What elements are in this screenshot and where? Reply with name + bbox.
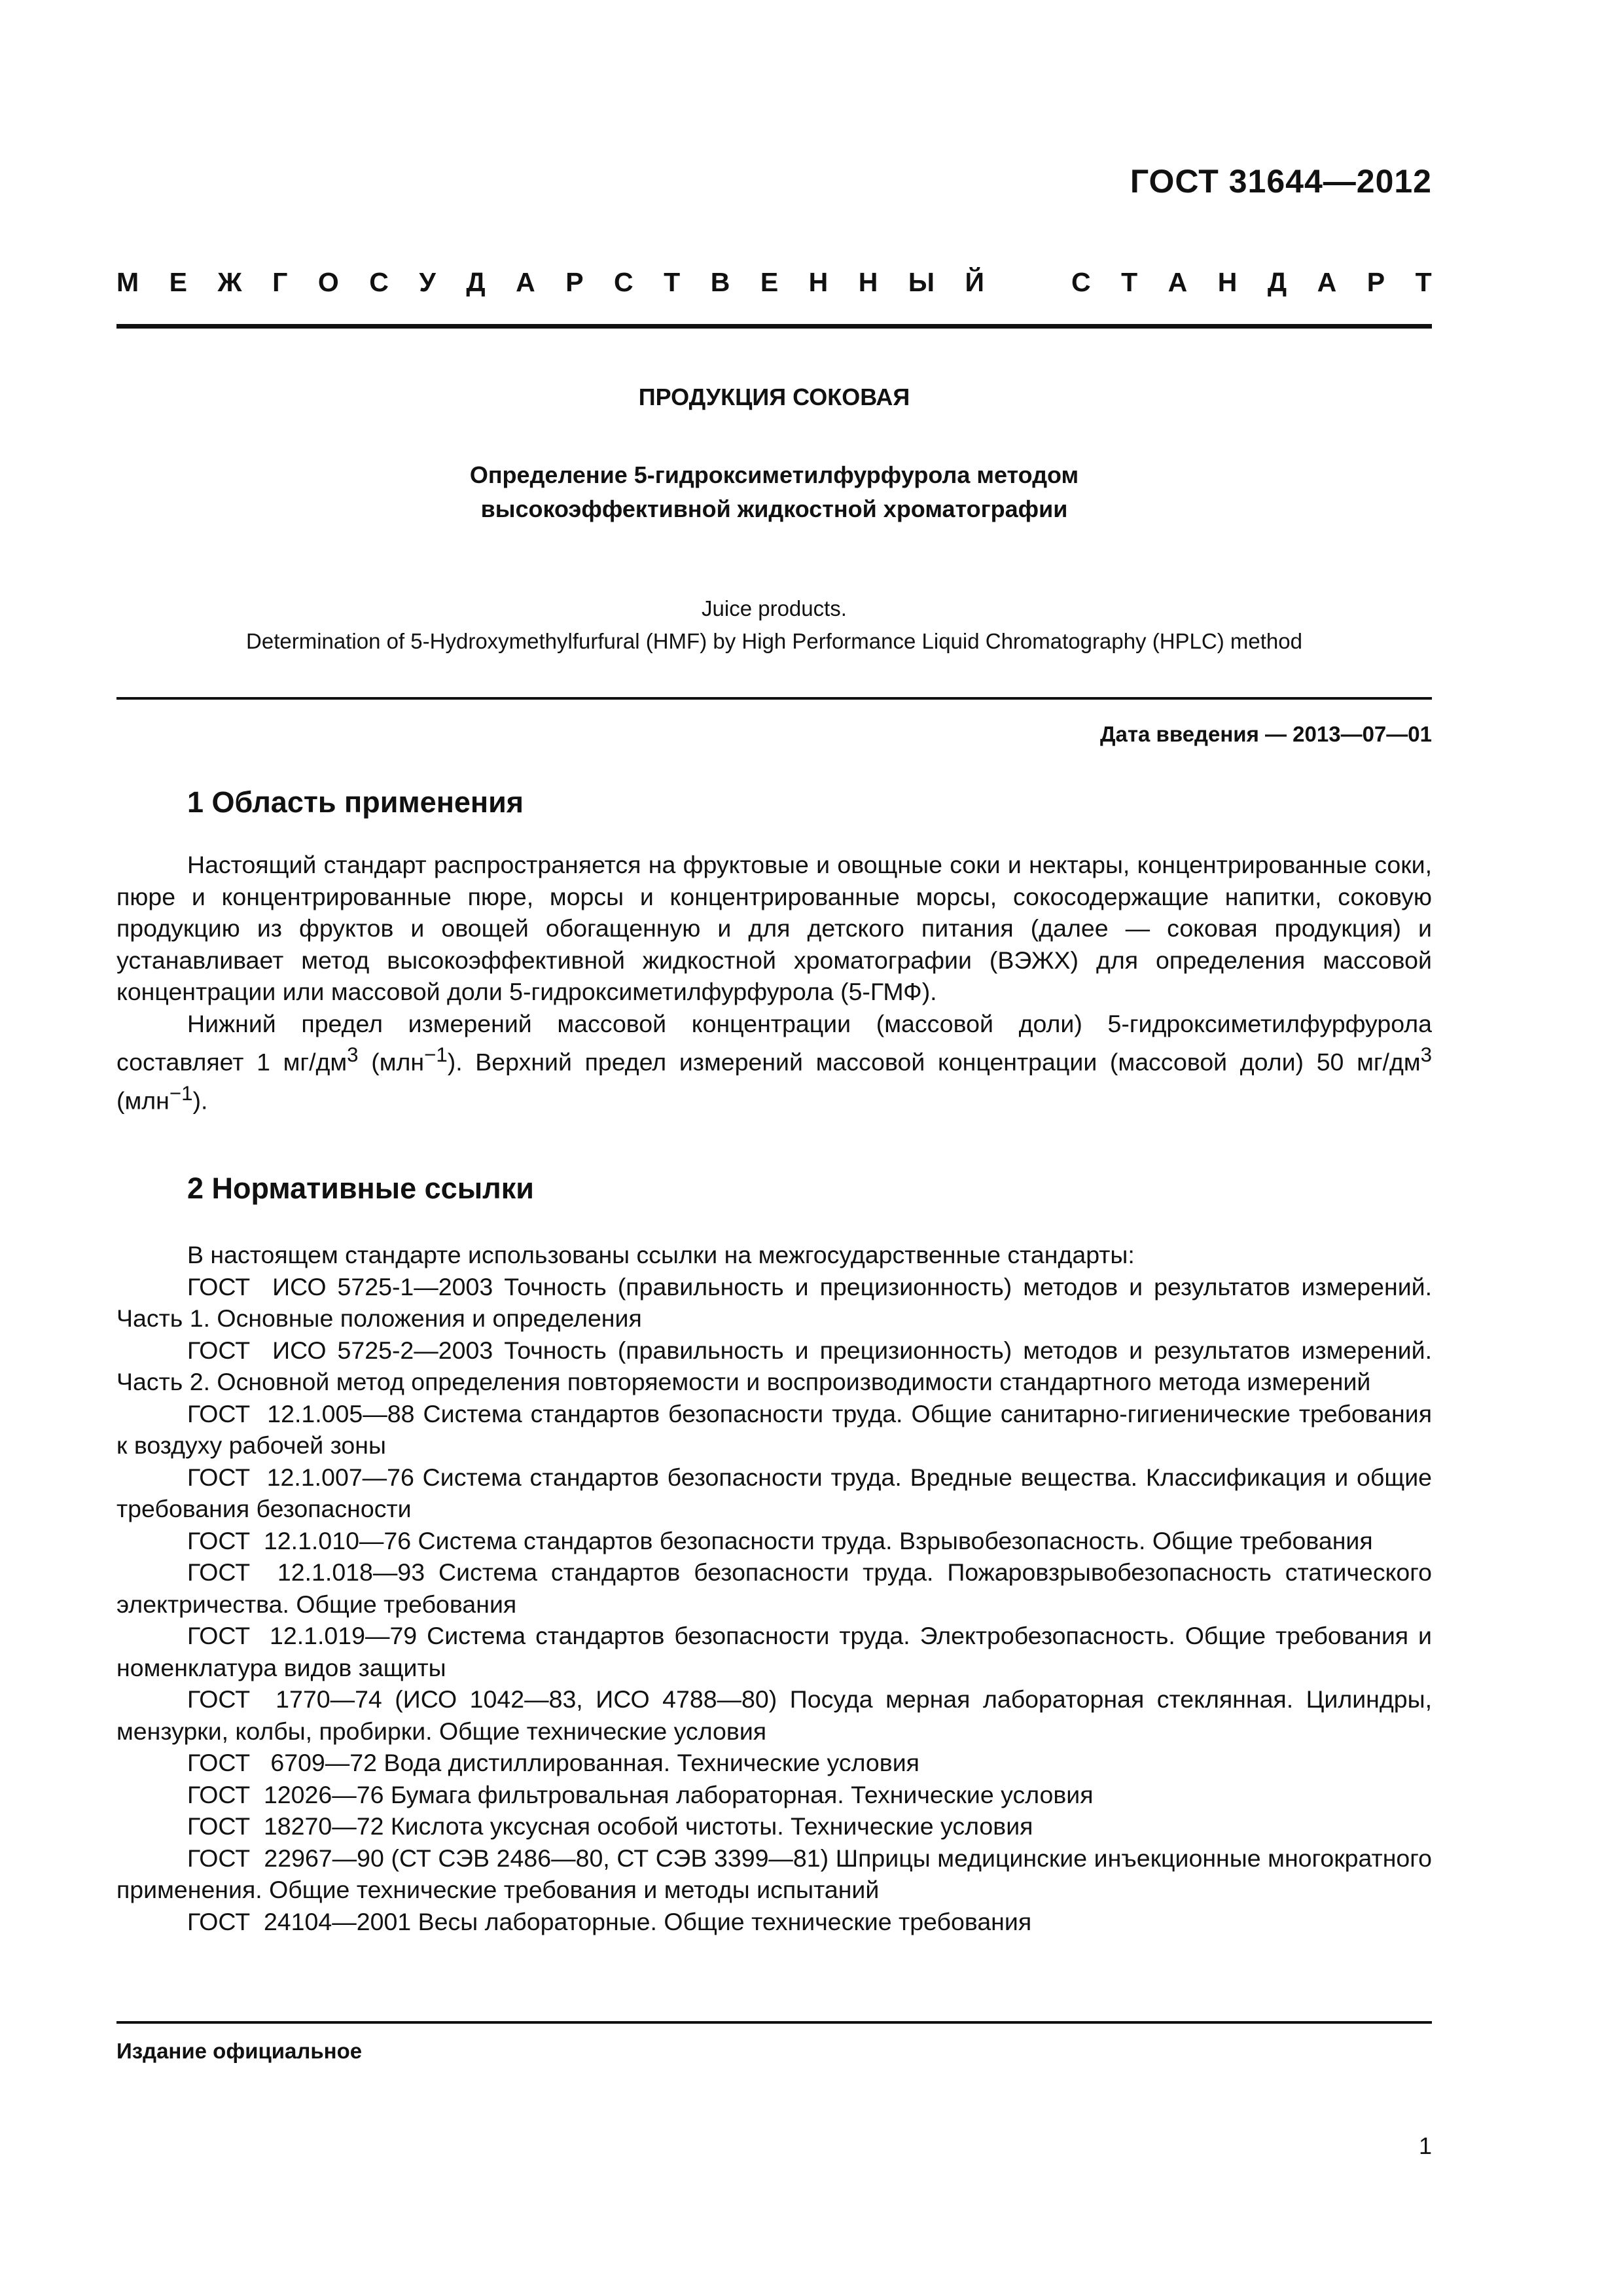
english-title [116,592,1432,658]
banner-letter: Й [965,267,984,297]
reference-item: ГОСТ 12.1.019—79 Система стандартов безопасности труда. Электробезопасность. Общие требования и номенклатура видов защиты [116,1622,1432,1681]
footer-divider [116,2021,1432,2024]
gost-number: ГОСТ 31644—2012 [1130,163,1432,200]
product-title: ПРОДУКЦИЯ СОКОВАЯ [638,384,910,410]
banner-letter: Ы [908,267,935,297]
banner-letter: Ж [217,267,242,297]
section-heading-scope: 1 Область применения [187,785,524,819]
banner-letter: Д [466,267,486,297]
english-title-line: Determination of 5-Hydroxymethylfurfural (HMF) by High Performance Liquid Chromatography (HPLC) method [246,629,1302,653]
title-divider [116,697,1432,700]
reference-item: ГОСТ 6709—72 Вода дистиллированная. Технические условия [187,1749,919,1776]
reference-item: ГОСТ 12.1.018—93 Система стандартов безопасности труда. Пожаровзрывобезопасность статического электричества. Общие требования [116,1558,1432,1618]
reference-item: ГОСТ 24104—2001 Весы лабораторные. Общие технические требования [187,1907,1032,1935]
scope-limits-paragraph: Нижний предел измерений массовой концентрации (массовой доли) 5-гидроксиметилфурфурола составляет 1 $мг/дм^3$ (млн$^{-1}$). Верхний предел измерений массовой концентрации (массовой доли) 50 $мг/дм^3$ (млн$^{-1}$). [116,1009,1433,1115]
banner-letter: С [1071,267,1091,297]
reference-item: ГОСТ 18270—72 Кислота уксусная особой чистоты. Технические условия [187,1812,1033,1840]
banner-letter: Н [1217,267,1238,297]
reference-item: ГОСТ 12.1.010—76 Система стандартов безопасности труда. Взрывобезопасность. Общие требования [187,1526,1373,1554]
standard-subtitle [116,458,1432,526]
references-intro: В настоящем стандарте использованы ссылки на межгосударственные стандарты: [187,1241,1135,1268]
banner-letter: Р [565,267,584,297]
reference-item: ГОСТ 12026—76 Бумага фильтровальная лабораторная. Технические условия [187,1780,1094,1808]
subtitle-line: высокоэффективной жидкостной хроматографии [480,495,1068,522]
reference-item: ГОСТ 12.1.005—88 Система стандартов безопасности труда. Общие санитарно-гигиенические требования к воздуху рабочей зоны [116,1399,1433,1459]
banner-letter: А [516,267,535,297]
banner-letter: Д [1267,267,1287,297]
banner-letter: Е [169,267,188,297]
banner-letter: В [710,267,730,297]
banner-letter: Т [664,267,681,297]
banner-letter: А [1317,267,1337,297]
header-divider [116,324,1432,329]
scope-paragraph: Настоящий стандарт распространяется на фруктовые и овощные соки и нектары, концентрированные соки, пюре и концентрированные пюре, морсы и концентрированные морсы, сокосодержащие напитки, соковую продукцию из фруктов и овощей обогащенную и для детского питания (далее — соковая продукция) и устанавливает метод высокоэффективной жидкостной хроматографии (ВЭЖХ) для определения массовой концентрации или массовой доли 5-гидроксиметилфурфурола (5-ГМФ). [116,851,1432,1005]
banner-letter: А [1168,267,1188,297]
banner-letter: У [419,267,436,297]
official-edition-label: Издание официальное [116,2039,363,2063]
section-heading-references: 2 Нормативные ссылки [187,1172,534,1205]
banner-letter: Е [760,267,779,297]
subtitle-line: Определение 5-гидроксиметилфурфурола методом [469,461,1079,488]
banner-letter: Н [858,267,878,297]
banner-letter: М [116,267,139,297]
reference-item: ГОСТ ИСО 5725-2—2003 Точность (правильность и прецизионность) методов и результатов измерений. Часть 2. Основной метод определения повторяемости и воспроизводимости стандартного метода измерений [116,1336,1433,1395]
banner-letter: О [317,267,339,297]
banner-word-gap [1015,267,1041,298]
reference-item: ГОСТ 1770—74 (ИСО 1042—83, ИСО 4788—80) Посуда мерная лабораторная стеклянная. Цилиндры, мензурки, колбы, пробирки. Общие технические условия [116,1685,1432,1745]
introduction-date: Дата введения — 2013—07—01 [1100,722,1432,746]
interstate-standard-banner [116,267,1432,298]
banner-letter: Т [1121,267,1138,297]
section-scope-body [116,849,1432,1117]
page-number: 1 [1418,2132,1432,2159]
banner-letter: Г [272,267,288,297]
banner-letter: Н [808,267,829,297]
banner-letter: С [369,267,389,297]
reference-item: ГОСТ 12.1.007—76 Система стандартов безопасности труда. Вредные вещества. Классификация и общие требования безопасности [116,1463,1432,1522]
reference-item: ГОСТ ИСО 5725-1—2003 Точность (правильность и прецизионность) методов и результатов измерений. Часть 1. Основные положения и определения [116,1272,1433,1332]
english-title-line: Juice products. [702,596,847,620]
section-references-body [116,1239,1432,1937]
reference-item: ГОСТ 22967—90 (СТ СЭВ 2486—80, СТ СЭВ 3399—81) Шприцы медицинские инъекционные многократного применения. Общие технические требования и методы испытаний [116,1844,1432,1903]
banner-letter: С [614,267,633,297]
banner-letter: Т [1415,267,1432,297]
banner-letter: Р [1366,267,1385,297]
